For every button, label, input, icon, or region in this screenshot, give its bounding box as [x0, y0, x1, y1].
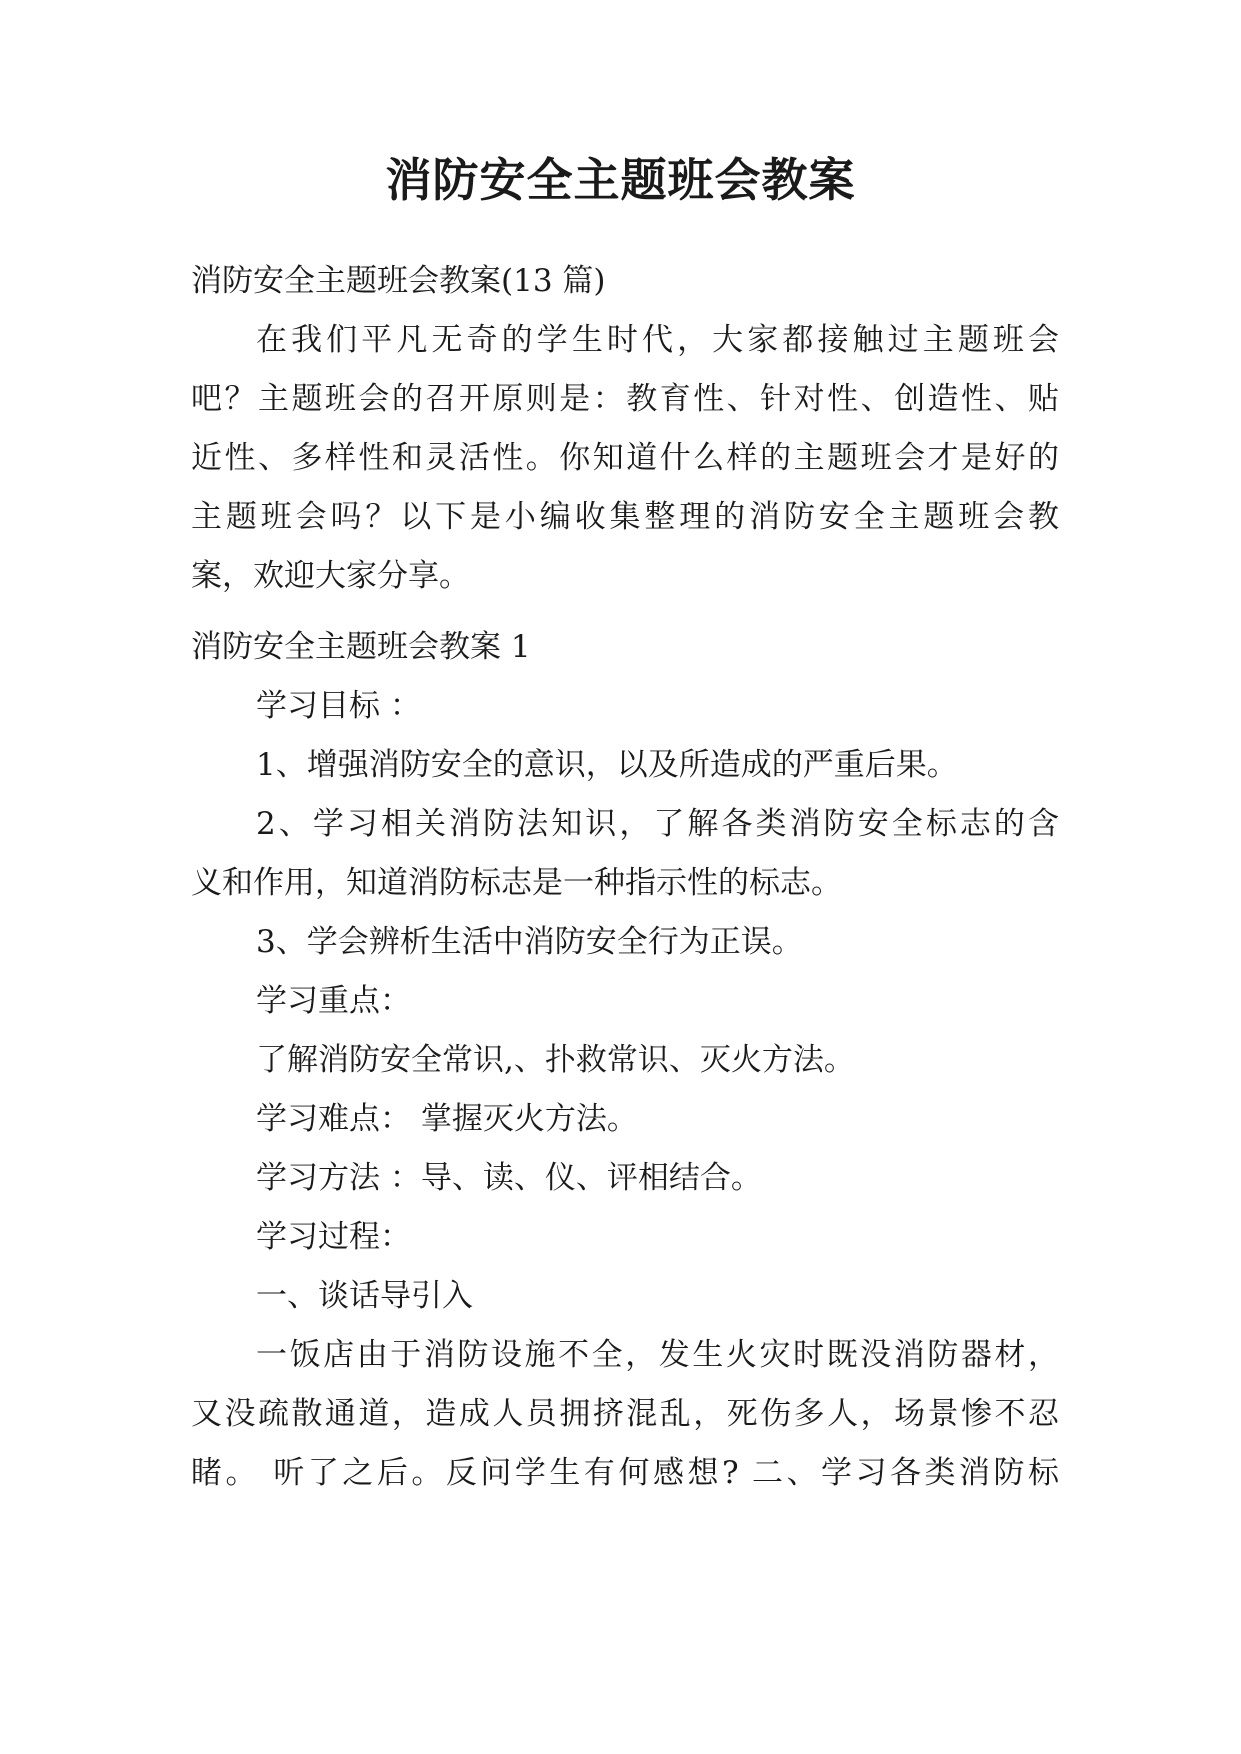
body-line: 学习目标 ：: [256, 688, 421, 724]
intro-line: 主题班会吗？以下是小编收集整理的消防安全主题班会教: [191, 499, 1059, 535]
intro-line: 吧？主题班会的召开原则是：教育性、针对性、创造性、贴: [191, 381, 1059, 417]
body-line: 学习过程：: [256, 1219, 411, 1255]
section-heading: 消防安全主题班会教案 1: [191, 629, 531, 665]
body-line: 3、学会辨析生活中消防安全行为正误。: [256, 924, 803, 960]
intro-section: [191, 252, 1059, 606]
body-line: 了解消防安全常识,、扑救常识、灭火方法。: [256, 1042, 855, 1078]
body-line: 义和作用，知道消防标志是一种指示性的标志。: [191, 865, 842, 901]
body-line: 一饭店由于消防设施不全，发生火灾时既没消防器材，: [256, 1337, 1059, 1373]
intro-line: 近性、多样性和灵活性。你知道什么样的主题班会才是好的: [191, 440, 1059, 476]
lesson-section: [191, 618, 1059, 1503]
body-line: 1、增强消防安全的意识，以及所造成的严重后果。: [256, 747, 958, 783]
body-line: 学习方法 ：导、读、仪、评相结合。: [256, 1160, 762, 1196]
body-line: 2、学习相关消防法知识，了解各类消防安全标志的含: [256, 806, 1059, 842]
body-line: 睹。 听了之后。反问学生有何感想? 二、学习各类消防标: [191, 1455, 1059, 1491]
intro-line: 在我们平凡无奇的学生时代，大家都接触过主题班会: [256, 322, 1059, 358]
body-line: 学习难点： 掌握灭火方法。: [256, 1101, 638, 1137]
body-line: 一、谈话导引入: [256, 1278, 473, 1314]
body-line: 又没疏散通道，造成人员拥挤混乱，死伤多人，场景惨不忍: [191, 1396, 1059, 1432]
intro-line: 案，欢迎大家分享。: [191, 558, 470, 594]
document-title: 消防安全主题班会教案: [385, 153, 856, 207]
body-line: 学习重点：: [256, 983, 411, 1019]
subtitle: 消防安全主题班会教案(13 篇): [191, 263, 606, 299]
